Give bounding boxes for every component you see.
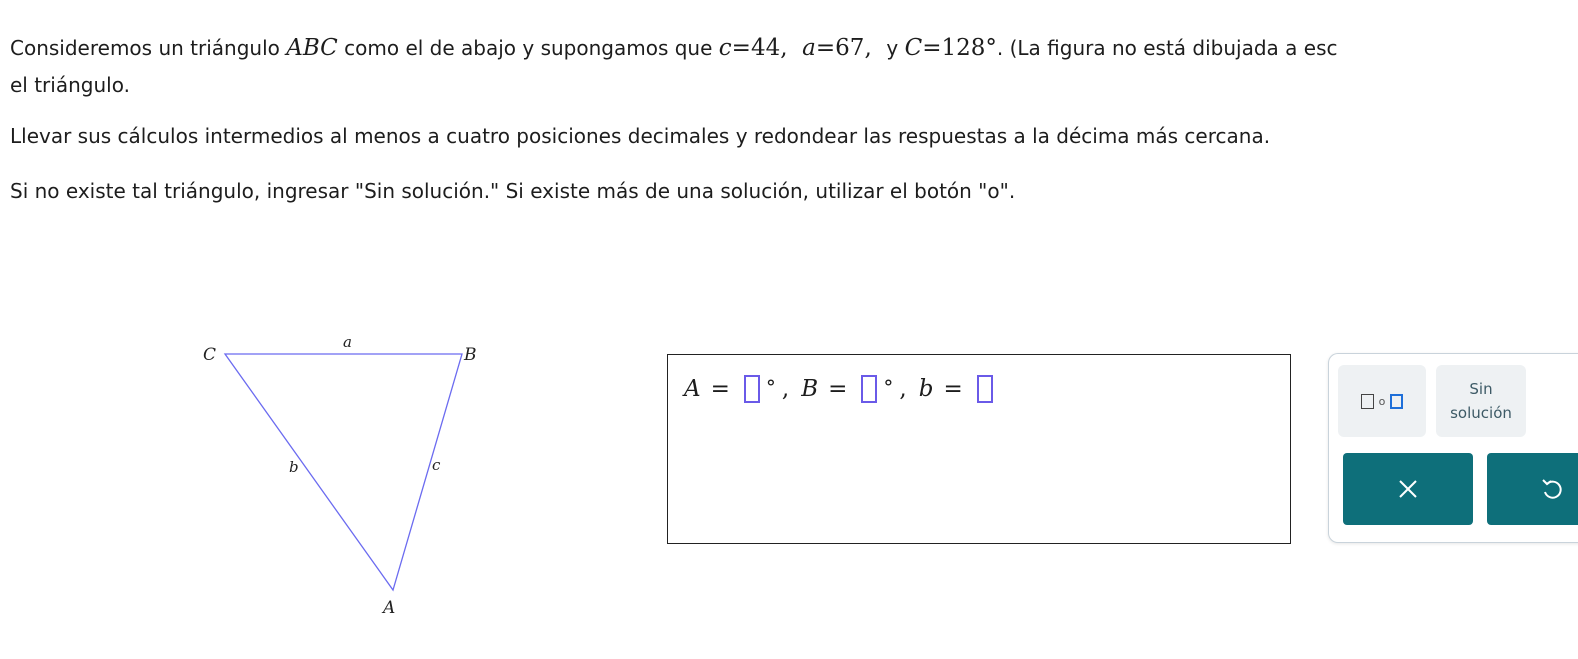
figure-note: . (La figura no está dibujada a esc [996,36,1338,60]
answer-var-A: A [684,376,701,402]
degree-symbol: ° [883,375,894,399]
rounding-instruction: Llevar sus cálculos intermedios al menos a cuatro posiciones decimales y redondear las respuestas a la décima más cercana. [10,124,1271,148]
given-C-value: 128° [941,35,997,61]
triangle-name: ABC [286,35,338,61]
angle-B-input[interactable] [861,375,877,403]
no-solution-instruction: Si no existe tal triángulo, ingresar "Sin solución." Si existe más de una solución, utilizar el botón "o". [10,179,1016,203]
undo-button[interactable] [1487,453,1578,525]
triangle-figure [180,325,500,625]
triangle-shape [225,354,462,590]
answer-var-B: B [801,376,819,402]
answer-tools-panel [1328,353,1578,543]
vertex-label-B: B [464,345,477,365]
side-label-a: a [343,333,352,351]
empty-box-icon [1361,394,1374,409]
conjunction: y [886,36,899,60]
equals-sign: = [828,376,848,402]
answer-row [684,375,999,403]
given-a-var: a [802,35,816,61]
comma: , [781,376,790,402]
given-C-var: C [904,35,923,61]
given-a-value: 67 [835,35,865,61]
problem-statement-line-1: Consideremos un triángulo ABC como el de abajo y supongamos que c=44, a=67, y C=128°. (La figura no está dibujada a esc [10,35,1338,61]
angle-A-input[interactable] [744,375,760,403]
no-solution-label-line-2: solución [1450,404,1512,422]
no-solution-label-line-1: Sin [1469,380,1493,398]
answer-var-b: b [918,376,934,402]
no-solution-button[interactable] [1436,365,1526,437]
side-b-input[interactable] [977,375,993,403]
clear-button[interactable] [1343,453,1473,525]
x-icon [1397,478,1419,500]
undo-icon [1539,476,1565,502]
or-label: o [1378,394,1386,408]
comma: , [899,376,907,402]
degree-symbol: ° [765,375,776,399]
equals-sign: = [943,376,963,402]
intro-text: Consideremos un triángulo [10,36,287,60]
answer-box [667,354,1291,544]
given-c-value: 44 [750,35,781,61]
equals-sign: = [710,376,730,402]
given-c-var: c [718,35,732,61]
intro-text-2: como el de abajo y supongamos que [337,36,719,60]
vertex-label-C: C [203,345,217,365]
side-label-c: c [432,456,441,474]
side-label-b: b [289,458,299,476]
problem-statement-line-2: el triángulo. [10,73,130,97]
active-box-icon [1390,394,1403,409]
vertex-label-A: A [383,598,396,618]
or-button[interactable] [1338,365,1426,437]
